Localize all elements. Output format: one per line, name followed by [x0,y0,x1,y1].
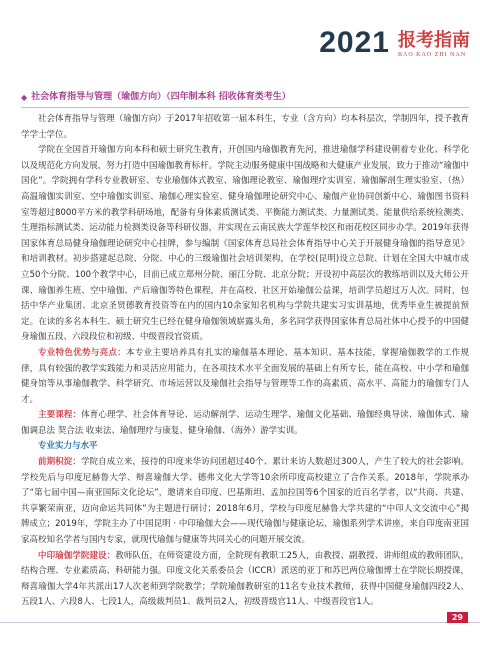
page-header [319,28,470,58]
page-number: 29 [447,612,468,623]
diamond-icon: ◆ [21,93,28,102]
header-title-block [398,31,470,58]
paragraph [21,112,469,143]
section-title [21,90,469,105]
paragraph-text: 社会体育指导与管理（瑜伽方向）于2017年招收第一届本科生，专业（含方向）均本科层次，学制四年，授予教育学学士学位。 [21,114,469,140]
paragraph-lead: 中印瑜伽学院建设： [38,550,116,561]
paragraph-lead: 专业特色优势与亮点： [38,347,127,358]
paragraph-text: 学院自成立来，接待的印度来华访问团超过40个、累计来访人数超过300人，产生了较大的社会影响。学校先后与印度尼赫鲁大学、辩喜瑜伽大学、德弗文化大学等10余所印度高校建立了合作关系。2018年，学院承办了“第七届中国—南亚国际文化论坛”，邀请来自印度、巴基斯坦、孟加拉国等6个国家的近百名学者，以“共商、共建、共享繁荣南亚，迈向命运共同体”为主题进行研讨；2018年6月，学校与印度尼赫鲁大学共建的“中印人文交流中心”揭牌成立；2019年，学院主办了中国昆明 · 中印瑜伽大会——现代瑜伽与健康论坛、瑜伽系列学术讲座，来自印度南亚国家高校知名学者与国内专家，就现代瑜伽与健康等共同关心的问题开展交流。 [21,457,469,546]
paragraph-text: 教师队伍，在师资建设方面，全院现有教职工25人，由教授、副教授、讲师组成的教师团队，结构合理、专业素质高、科研能力强。印度文化关系委员会（ICCR）派送的亚丁和苏巴两位瑜伽博士在学院长期授课，辩喜瑜伽大学4年共派出17人次老师到学院教学；学院瑜伽教研室的11名专业技术教师，获得中国健身瑜伽四段2人、五段1人、六段8人、七段1人，高级裁判员1、裁判员2人，初级晋级官11人、中级晋段官1人。 [21,550,469,608]
top-band [0,0,480,24]
paragraph-lead: 主要课程： [38,410,82,421]
footer-line [0,622,480,623]
section-divider [21,107,469,108]
paragraph [21,408,469,439]
paragraph [21,549,469,611]
section-title-text: 社会体育指导与管理（瑜伽方向）（四年制本科 招收体育类考生） [31,92,291,102]
header-year: 2021 [319,26,390,59]
header-title: 报考指南 [398,30,470,51]
paragraph [21,143,469,346]
strength-heading: 专业实力与水平 [38,441,98,452]
paragraph-text: 体育心理学、社会体育导论、运动解剖学、运动生理学、瑜伽文化基础、瑜伽经典导读、瑜伽体式、瑜伽调息法 契合法 收束法、瑜伽理疗与康复、健身瑜伽、（海外）游学实训。 [21,410,469,436]
header-subtitle: BAO KAO ZHI NAN [398,52,467,58]
paragraph-text: 学院在全国首开瑜伽方向本科和硕士研究生教育，开创国内瑜伽教育先河，推进瑜伽学科建设朝着专业化、科学化以及规范化方向发展，努力打造中国瑜伽教育标杆。学院主动服务健康中国战略和大健康产业发展，致力于推动“瑜伽中国化”。学院拥有学科专业教研室、专业瑜伽体式教室、瑜伽理论教室、瑜伽理疗实训室、瑜伽解剖生理实验室、（热）高温瑜伽实训室、空中瑜伽实训室、瑜伽心理实验室、健身瑜伽理论研究中心、瑜伽产业协同创新中心、瑜伽图书资料室等超过8000平方米的教学科研场地，配备有身体素质测试类、平衡能力测试类、力量测试类、能量供给系统检测类、生理指标测试类、运动能力检测类设备等科研仪器，并实现在云南民族大学莲华校区和雨花校区同步办学。2019年获得国家体育总局健身瑜伽理论研究中心挂牌，参与编制《国家体育总局社会体育指导中心关于开展健身瑜伽的指导意见》和培训教材。初步搭建起总院、分院、中心的三级瑜伽社会培训架构，在学校(昆明)设立总院、计划在全国大中城市成立50个分院、100个教学中心，目前已成立郑州分院、丽江分院、北京分院；开设初中高层次的教练培训以及大师公开课、瑜伽养生班、空中瑜伽、产后瑜伽等特色课程，并在高校、社区开始瑜伽公益课，培训学员超过万人次。同时，包括中华产业集团、北京圣贤德教育投资等在内的国内10余家知名机构与学院共建实习实训基地，优秀毕业生被提前预定。在读的多名本科生、硕士研究生已经在健身瑜伽领域崭露头角，多名同学获得国家体育总局社体中心授予的中国健身瑜伽五段、六段段位和初级、中级晋段官资质。 [21,145,469,343]
paragraph-text: 本专业主要培养具有扎实的瑜伽基本理论、基本知识、基本技能，掌握瑜伽教学的工作规律，具有较强的教学实践能力和灵活应用能力，在各项技术水平全面发展的基础上有所专长，能在高校、中小学和瑜伽健身馆等从事瑜伽教学、科学研究、市场运营以及瑜伽社会指导与管理等工作的高素质、高水平、高能力的瑜伽专门人才。 [21,347,469,405]
paragraph [21,455,469,549]
paragraph-lead: 前期积淀： [38,457,81,468]
paragraph [21,346,469,408]
article-body [21,88,469,611]
